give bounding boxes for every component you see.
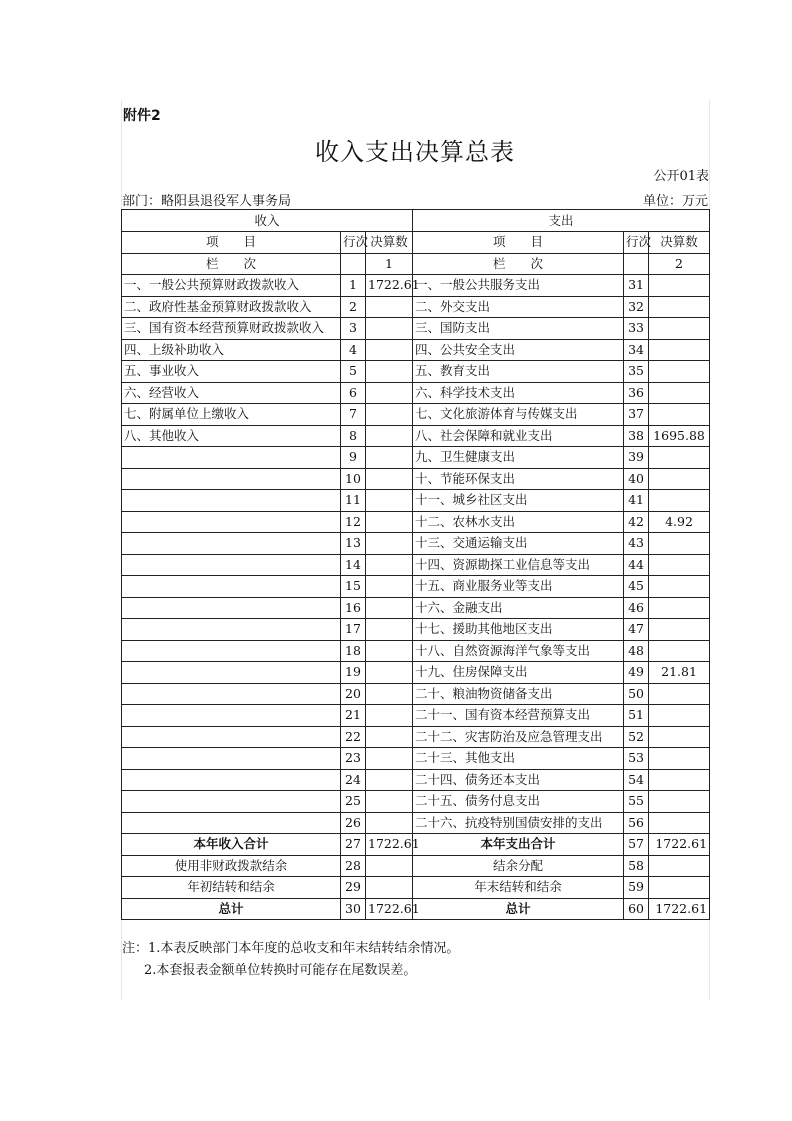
table-row <box>122 640 710 662</box>
income-amount <box>366 296 413 318</box>
expense-item: 五、教育支出 <box>413 361 624 383</box>
table-row <box>122 490 710 512</box>
expense-item: 二十三、其他支出 <box>413 748 624 770</box>
expense-amount <box>649 382 710 404</box>
table-row <box>122 791 710 813</box>
table-row <box>122 318 710 340</box>
expense-item: 十八、自然资源海洋气象等支出 <box>413 640 624 662</box>
table-row <box>122 404 710 426</box>
expense-item: 十一、城乡社区支出 <box>413 490 624 512</box>
income-total-item: 年初结转和结余 <box>122 877 341 899</box>
income-expense-table <box>121 209 710 920</box>
expense-rowno-header: 行次 <box>624 232 649 254</box>
income-row-no: 4 <box>341 339 366 361</box>
income-amount <box>366 597 413 619</box>
expense-amount <box>649 576 710 598</box>
expense-row-no: 31 <box>624 275 649 297</box>
income-item <box>122 640 341 662</box>
expense-item: 十七、援助其他地区支出 <box>413 619 624 641</box>
expense-row-no: 56 <box>624 812 649 834</box>
total-row <box>122 898 710 920</box>
income-amount <box>366 511 413 533</box>
income-amount <box>366 447 413 469</box>
income-amount <box>366 726 413 748</box>
income-item: 二、政府性基金预算财政拨款收入 <box>122 296 341 318</box>
income-amount <box>366 468 413 490</box>
income-item: 六、经营收入 <box>122 382 341 404</box>
income-item: 三、国有资本经营预算财政拨款收入 <box>122 318 341 340</box>
attachment-label: 附件2 <box>123 108 161 124</box>
table-row <box>122 533 710 555</box>
income-total-item: 本年收入合计 <box>122 834 341 856</box>
income-amount <box>366 662 413 684</box>
income-amount <box>366 361 413 383</box>
income-item <box>122 597 341 619</box>
expense-item-header: 项 目 <box>413 232 624 254</box>
expense-item: 十四、资源勘探工业信息等支出 <box>413 554 624 576</box>
expense-row-no: 53 <box>624 748 649 770</box>
table-row <box>122 425 710 447</box>
note-1: 注：1.本表反映部门本年度的总收支和年末结转结余情况。 <box>122 941 460 956</box>
income-total-amount <box>366 877 413 899</box>
note-2: 2.本套报表金额单位转换时可能存在尾数误差。 <box>144 963 417 978</box>
table-row <box>122 619 710 641</box>
expense-row-no: 47 <box>624 619 649 641</box>
expense-header: 支出 <box>413 210 710 232</box>
expense-total-item: 总计 <box>413 898 624 920</box>
table-row <box>122 812 710 834</box>
income-row-no: 3 <box>341 318 366 340</box>
income-row-no: 22 <box>341 726 366 748</box>
income-total-row-no: 30 <box>341 898 366 920</box>
expense-amount-header: 决算数 <box>649 232 710 254</box>
expense-row-no: 49 <box>624 662 649 684</box>
income-amount <box>366 339 413 361</box>
expense-item: 二十四、债务还本支出 <box>413 769 624 791</box>
table-row <box>122 468 710 490</box>
expense-total-row-no: 58 <box>624 855 649 877</box>
table-row <box>122 339 710 361</box>
expense-item: 六、科学技术支出 <box>413 382 624 404</box>
income-row-no: 20 <box>341 683 366 705</box>
expense-amount <box>649 812 710 834</box>
expense-item: 八、社会保障和就业支出 <box>413 425 624 447</box>
income-row-no: 21 <box>341 705 366 727</box>
income-total-amount <box>366 855 413 877</box>
expense-row-no: 43 <box>624 533 649 555</box>
income-item <box>122 619 341 641</box>
income-amount <box>366 640 413 662</box>
total-row <box>122 855 710 877</box>
expense-amount <box>649 619 710 641</box>
income-total-amount: 1722.61 <box>366 834 413 856</box>
table-row <box>122 554 710 576</box>
income-item: 一、一般公共预算财政拨款收入 <box>122 275 341 297</box>
income-row-no: 24 <box>341 769 366 791</box>
income-column-index: 1 <box>366 253 413 275</box>
table-row <box>122 275 710 297</box>
expense-total-item: 本年支出合计 <box>413 834 624 856</box>
expense-row-no: 33 <box>624 318 649 340</box>
expense-item: 二十六、抗疫特别国债安排的支出 <box>413 812 624 834</box>
income-item <box>122 511 341 533</box>
expense-total-item: 年末结转和结余 <box>413 877 624 899</box>
page-title: 收入支出决算总表 <box>315 138 515 166</box>
table-row <box>122 296 710 318</box>
income-amount <box>366 425 413 447</box>
expense-row-no: 39 <box>624 447 649 469</box>
income-total-row-no: 27 <box>341 834 366 856</box>
table-row <box>122 748 710 770</box>
expense-item: 三、国防支出 <box>413 318 624 340</box>
expense-total-row-no: 60 <box>624 898 649 920</box>
expense-amount <box>649 339 710 361</box>
expense-item: 十九、住房保障支出 <box>413 662 624 684</box>
income-row-no: 8 <box>341 425 366 447</box>
income-amount <box>366 533 413 555</box>
income-row-no: 7 <box>341 404 366 426</box>
income-total-item: 使用非财政拨款结余 <box>122 855 341 877</box>
expense-item: 九、卫生健康支出 <box>413 447 624 469</box>
expense-amount <box>649 683 710 705</box>
expense-amount <box>649 769 710 791</box>
expense-row-no: 32 <box>624 296 649 318</box>
income-total-item: 总计 <box>122 898 341 920</box>
expense-item: 十二、农林水支出 <box>413 511 624 533</box>
income-row-no: 12 <box>341 511 366 533</box>
table-row <box>122 511 710 533</box>
income-row-no: 17 <box>341 619 366 641</box>
expense-total-row-no: 59 <box>624 877 649 899</box>
income-amount <box>366 619 413 641</box>
expense-amount <box>649 554 710 576</box>
expense-item: 一、一般公共服务支出 <box>413 275 624 297</box>
expense-row-no: 51 <box>624 705 649 727</box>
income-total-amount: 1722.61 <box>366 898 413 920</box>
total-row <box>122 877 710 899</box>
income-total-row-no: 29 <box>341 877 366 899</box>
expense-amount <box>649 447 710 469</box>
table-row <box>122 447 710 469</box>
expense-row-no: 34 <box>624 339 649 361</box>
income-row-no: 9 <box>341 447 366 469</box>
expense-row-no: 48 <box>624 640 649 662</box>
expense-amount <box>649 705 710 727</box>
expense-amount <box>649 726 710 748</box>
expense-item: 十五、商业服务业等支出 <box>413 576 624 598</box>
expense-total-row-no: 57 <box>624 834 649 856</box>
expense-row-no: 35 <box>624 361 649 383</box>
income-item <box>122 769 341 791</box>
expense-column-index: 2 <box>649 253 710 275</box>
expense-item: 四、公共安全支出 <box>413 339 624 361</box>
expense-item: 十六、金融支出 <box>413 597 624 619</box>
expense-item: 二十二、灾害防治及应急管理支出 <box>413 726 624 748</box>
income-item <box>122 705 341 727</box>
expense-amount <box>649 275 710 297</box>
income-row-no: 18 <box>341 640 366 662</box>
expense-total-item: 结余分配 <box>413 855 624 877</box>
income-row-no: 11 <box>341 490 366 512</box>
expense-amount <box>649 468 710 490</box>
income-amount <box>366 683 413 705</box>
expense-column-label: 栏 次 <box>413 253 624 275</box>
expense-item: 二十、粮油物资储备支出 <box>413 683 624 705</box>
income-row-no: 19 <box>341 662 366 684</box>
expense-amount: 1695.88 <box>649 425 710 447</box>
expense-total-amount: 1722.61 <box>649 834 710 856</box>
income-item <box>122 468 341 490</box>
expense-item: 十、节能环保支出 <box>413 468 624 490</box>
income-item <box>122 791 341 813</box>
income-amount <box>366 554 413 576</box>
income-amount <box>366 318 413 340</box>
table-row <box>122 683 710 705</box>
income-row-no: 14 <box>341 554 366 576</box>
income-row-no: 13 <box>341 533 366 555</box>
expense-row-no: 44 <box>624 554 649 576</box>
expense-total-amount: 1722.61 <box>649 898 710 920</box>
income-item <box>122 447 341 469</box>
expense-item: 二十一、国有资本经营预算支出 <box>413 705 624 727</box>
empty-cell <box>624 253 649 275</box>
expense-amount <box>649 361 710 383</box>
expense-amount <box>649 597 710 619</box>
income-row-no: 6 <box>341 382 366 404</box>
expense-row-no: 52 <box>624 726 649 748</box>
expense-row-no: 45 <box>624 576 649 598</box>
expense-amount <box>649 318 710 340</box>
income-amount <box>366 812 413 834</box>
income-row-no: 1 <box>341 275 366 297</box>
expense-amount <box>649 533 710 555</box>
income-amount <box>366 748 413 770</box>
income-row-no: 10 <box>341 468 366 490</box>
expense-total-amount <box>649 877 710 899</box>
income-total-row-no: 28 <box>341 855 366 877</box>
expense-amount <box>649 404 710 426</box>
income-rowno-header: 行次 <box>341 232 366 254</box>
empty-cell <box>341 253 366 275</box>
income-item: 四、上级补助收入 <box>122 339 341 361</box>
expense-amount <box>649 296 710 318</box>
expense-total-amount <box>649 855 710 877</box>
income-item <box>122 812 341 834</box>
income-item <box>122 683 341 705</box>
expense-row-no: 38 <box>624 425 649 447</box>
income-amount <box>366 382 413 404</box>
table-row <box>122 361 710 383</box>
table-row <box>122 597 710 619</box>
expense-row-no: 54 <box>624 769 649 791</box>
unit-label: 单位：万元 <box>642 194 708 209</box>
expense-row-no: 50 <box>624 683 649 705</box>
income-amount <box>366 705 413 727</box>
income-column-label: 栏 次 <box>122 253 341 275</box>
expense-item: 十三、交通运输支出 <box>413 533 624 555</box>
income-amount <box>366 490 413 512</box>
income-item <box>122 490 341 512</box>
expense-row-no: 41 <box>624 490 649 512</box>
income-amount <box>366 404 413 426</box>
expense-amount <box>649 748 710 770</box>
income-item <box>122 662 341 684</box>
income-row-no: 16 <box>341 597 366 619</box>
table-row <box>122 662 710 684</box>
expense-row-no: 55 <box>624 791 649 813</box>
form-code: 公开01表 <box>653 169 709 184</box>
income-item <box>122 726 341 748</box>
table-row <box>122 382 710 404</box>
income-row-no: 2 <box>341 296 366 318</box>
income-item <box>122 533 341 555</box>
income-row-no: 5 <box>341 361 366 383</box>
expense-row-no: 42 <box>624 511 649 533</box>
income-item <box>122 748 341 770</box>
expense-item: 二十五、债务付息支出 <box>413 791 624 813</box>
income-item <box>122 554 341 576</box>
income-item <box>122 576 341 598</box>
income-amount <box>366 791 413 813</box>
income-amount: 1722.61 <box>366 275 413 297</box>
expense-row-no: 46 <box>624 597 649 619</box>
income-row-no: 15 <box>341 576 366 598</box>
income-row-no: 26 <box>341 812 366 834</box>
income-amount <box>366 769 413 791</box>
expense-amount <box>649 791 710 813</box>
income-amount-header: 决算数 <box>366 232 413 254</box>
expense-row-no: 36 <box>624 382 649 404</box>
table-row <box>122 769 710 791</box>
table-row <box>122 705 710 727</box>
expense-amount <box>649 490 710 512</box>
header-row-column-index <box>122 253 710 275</box>
header-row-columns <box>122 232 710 254</box>
table-row <box>122 726 710 748</box>
expense-row-no: 40 <box>624 468 649 490</box>
expense-amount: 4.92 <box>649 511 710 533</box>
income-row-no: 25 <box>341 791 366 813</box>
table-row <box>122 576 710 598</box>
income-item: 八、其他收入 <box>122 425 341 447</box>
expense-item: 七、文化旅游体育与传媒支出 <box>413 404 624 426</box>
total-row <box>122 834 710 856</box>
expense-item: 二、外交支出 <box>413 296 624 318</box>
income-item: 七、附属单位上缴收入 <box>122 404 341 426</box>
expense-amount: 21.81 <box>649 662 710 684</box>
department-label: 部门：略阳县退役军人事务局 <box>122 194 292 209</box>
income-amount <box>366 576 413 598</box>
header-row-section <box>122 210 710 232</box>
expense-row-no: 37 <box>624 404 649 426</box>
income-item-header: 项 目 <box>122 232 341 254</box>
table-notes <box>122 938 459 982</box>
expense-amount <box>649 640 710 662</box>
income-row-no: 23 <box>341 748 366 770</box>
income-header: 收入 <box>122 210 413 232</box>
income-item: 五、事业收入 <box>122 361 341 383</box>
